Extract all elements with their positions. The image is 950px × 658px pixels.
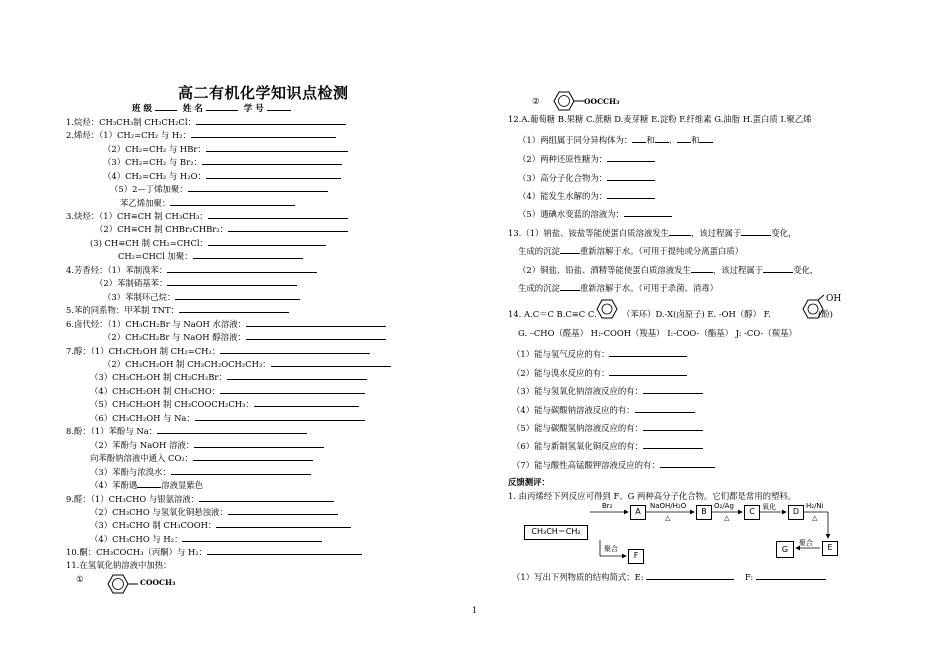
- q8-2-line: （2）苯酚与 NaOH 溶液：: [90, 439, 324, 450]
- q8-4-line: （3）苯酚与浓溴水：: [90, 466, 311, 477]
- reagent-oxidation: 氧化: [762, 503, 776, 511]
- feedback-heading: 反馈测评：: [508, 477, 550, 487]
- compound-d-box: D: [788, 505, 804, 520]
- reagent-o2-ag: O₂/Ag: [714, 502, 734, 510]
- q2-1-line: 2.烯烃：（1）CH₂=CH₂ 与 H₂：: [66, 129, 336, 140]
- q4-2-line: （2）苯制硝基苯：: [95, 277, 297, 288]
- circle-1-label: ①: [76, 574, 84, 584]
- reagent-h2-ni: H₂/Ni: [806, 502, 824, 510]
- q6-2-line: （2）CH₃CH₂Br 与 NaOH 醇溶液：: [103, 331, 386, 342]
- q7-2-line: （2）CH₃CH₂OH 制 CH₃CH₂OCH₂CH₃：: [103, 358, 391, 369]
- q14-line-a: 14. A.C＝C B.C≡C C.: [508, 309, 597, 319]
- name-label: 姓 名: [182, 104, 203, 114]
- q2-2-line: （2）CH₂=CH₂ 与 HBr：: [103, 143, 348, 154]
- q14-6-line: （6）能与新制氢氧化铜反应的有：: [512, 440, 703, 451]
- q10-line: 10.酮：CH₃COCH₃（丙酮）与 H₂：: [66, 546, 362, 557]
- q2-5-line: （5）2—丁烯加聚：: [110, 183, 328, 194]
- feedback-q1-line: 1. 由丙烯经下列反应可得到 F、G 两种高分子化合物。它们都是常用的塑料。: [508, 491, 797, 501]
- q12-3-line: （3）高分子化合物为：: [518, 172, 655, 183]
- q6-1-line: 6.卤代烃：（1）CH₃CH₂Br 与 NaOH 水溶液：: [66, 318, 386, 329]
- q9-4-line: （4）CH₃CHO 与 H₂：: [90, 533, 322, 544]
- q7-1-line: 7.醇：（1）CH₃CH₂OH 制 CH₂=CH₂：: [66, 345, 370, 356]
- q13-1-line: 13.（1）钠盐、铵盐等能使蛋白质溶液发生 ，该过程属于 变化，: [508, 228, 797, 238]
- q8-3-line: 向苯酚钠溶液中通入 CO₂：: [90, 452, 313, 463]
- q13-4-line: 生成的沉淀 重新溶解于水。（可用于杀菌、消毒）: [518, 283, 719, 293]
- q12-4-line: （4）能发生水解的为：: [518, 190, 655, 201]
- class-label: 班 级: [132, 104, 152, 114]
- q7-4-line: （4）CH₃CH₂OH 制 CH₃CHO：: [90, 385, 365, 396]
- q2-6-line: 苯乙烯加聚：: [120, 197, 295, 208]
- q8-5-line: （4）苯酚遇 溶液显紫色: [90, 480, 204, 490]
- q13-2-line: 生成的沉淀 重新溶解于水。（可用于提纯或分离蛋白质）: [518, 246, 744, 256]
- q12-line: 12.A.葡萄糖 B.果糖 C.蔗糖 D.麦芽糖 E.淀粉 F.纤维素 G.油脂 H.蛋白质 I.聚乙烯: [508, 114, 812, 124]
- reagent-polymerize-g: 聚合: [799, 539, 813, 547]
- q3-3-line: (3) CH≡CH 制 CH₂=CHCl：: [90, 237, 326, 248]
- compound-e-box: E: [822, 541, 838, 556]
- compound-a-box: A: [630, 505, 646, 520]
- q13-3-line: （2）铜盐、铅盐、酒精等能使蛋白质溶液发生 ，该过程属于 变化，: [518, 265, 819, 275]
- reagent-heat-1: △: [665, 514, 671, 522]
- q14-3-line: （3）能与氢氧化钠溶液反应的有：: [512, 385, 703, 396]
- q14-7-line: （7）能与酸性高锰酸钾溶液反应的有：: [512, 459, 715, 470]
- circle-2-label: ②: [532, 96, 540, 106]
- feedback-q1-answer-line: （1）写出下列物质的结构简式：E: F:: [512, 571, 826, 582]
- q9-3-line: （3）CH₃CHO 制 CH₃COOH：: [90, 519, 351, 530]
- compound-c-box: C: [744, 505, 760, 520]
- q2-3-line: （3）CH₂=CH₂ 与 Br₂：: [103, 156, 342, 167]
- cooch3-label: COOCH₃: [140, 578, 176, 587]
- page-title: 高二有机化学知识点检测: [178, 84, 349, 102]
- propene-box: CH₃CH＝CH₂: [524, 525, 588, 540]
- q14-4-line: （4）能与碳酸钠溶液反应的有：: [512, 404, 695, 415]
- q11-line: 11.在氢氧化钠溶液中加热：: [66, 560, 172, 570]
- number-label: 学 号: [243, 104, 264, 114]
- q1-line: 1.烷烃：CH₃CH₃制 CH₃CH₂Cl：: [66, 116, 346, 127]
- q14-1-line: （1）能与氢气反应的有：: [512, 348, 687, 359]
- q14-line-c: (酚): [818, 309, 833, 319]
- q14-line-b: （苯环）D.-X(卤原子) E. -OH（醇） F.: [622, 309, 771, 319]
- q5-line: 5.苯的同系物：甲苯制 TNT：: [66, 304, 289, 315]
- oh-label: OH: [826, 294, 842, 304]
- q3-4-line: CH₂=CHCl 加聚：: [118, 250, 303, 261]
- q14-2-line: （2）能与溴水反应的有：: [512, 367, 687, 378]
- q9-1-line: 9.醛：（1）CH₃CHO 与银氨溶液：: [66, 493, 334, 504]
- oocch3-label: OOCCH₃: [584, 97, 620, 106]
- compound-b-box: B: [696, 505, 712, 520]
- q3-1-line: 3.炔烃：（1）CH≡CH 制 CH₃CH₃：: [66, 210, 348, 221]
- q12-2-line: （2）两种还原性糖为：: [518, 153, 655, 164]
- q3-2-line: （2）CH≡CH 制 CHBr₂CHBr₂：: [95, 223, 348, 234]
- reagent-heat-2: △: [724, 514, 730, 522]
- reagent-naoh: NaOH/H₂O: [650, 502, 687, 510]
- q4-1-line: 4.芳香烃：（1）苯制溴苯：: [66, 264, 317, 275]
- q7-5-line: （5）CH₃CH₂OH 制 CH₃COOCH₂CH₃：: [90, 398, 359, 409]
- q9-2-line: （2）CH₃CHO 与氢氧化铜悬浊液：: [90, 506, 338, 517]
- q14-line-d: G. –CHO（醛基） H:-COOH（羧基） I:-COO-（酯基） J: -CO-（羰基）: [518, 328, 797, 338]
- reagent-heat-3: △: [812, 514, 818, 522]
- compound-f-box: F: [628, 549, 644, 564]
- q8-1-line: 8.酚：（1）苯酚与 Na：: [66, 425, 307, 436]
- page-number: 1: [472, 606, 478, 615]
- q2-4-line: （4）CH₂=CH₂ 与 H₂O：: [103, 170, 341, 181]
- reagent-br2: Br₂: [602, 502, 613, 510]
- q12-1-line: （1）两组属于同分异构体为： 和 、 和: [518, 134, 713, 145]
- reagent-polymerize-f: 聚合: [604, 545, 618, 553]
- compound-g-box: G: [776, 541, 794, 558]
- q12-5-line: （5）遇碘水变蓝的溶液为：: [518, 208, 672, 219]
- q7-3-line: （3）CH₃CH₂OH 制 CH₃CH₂Br：: [90, 371, 367, 382]
- q4-3-line: （3）苯制环己烷：: [103, 291, 300, 302]
- q14-5-line: （5）能与碳酸氢钠溶液反应的有：: [512, 422, 703, 433]
- q7-6-line: （6）CH₃CH₂OH 与 Na：: [90, 412, 365, 423]
